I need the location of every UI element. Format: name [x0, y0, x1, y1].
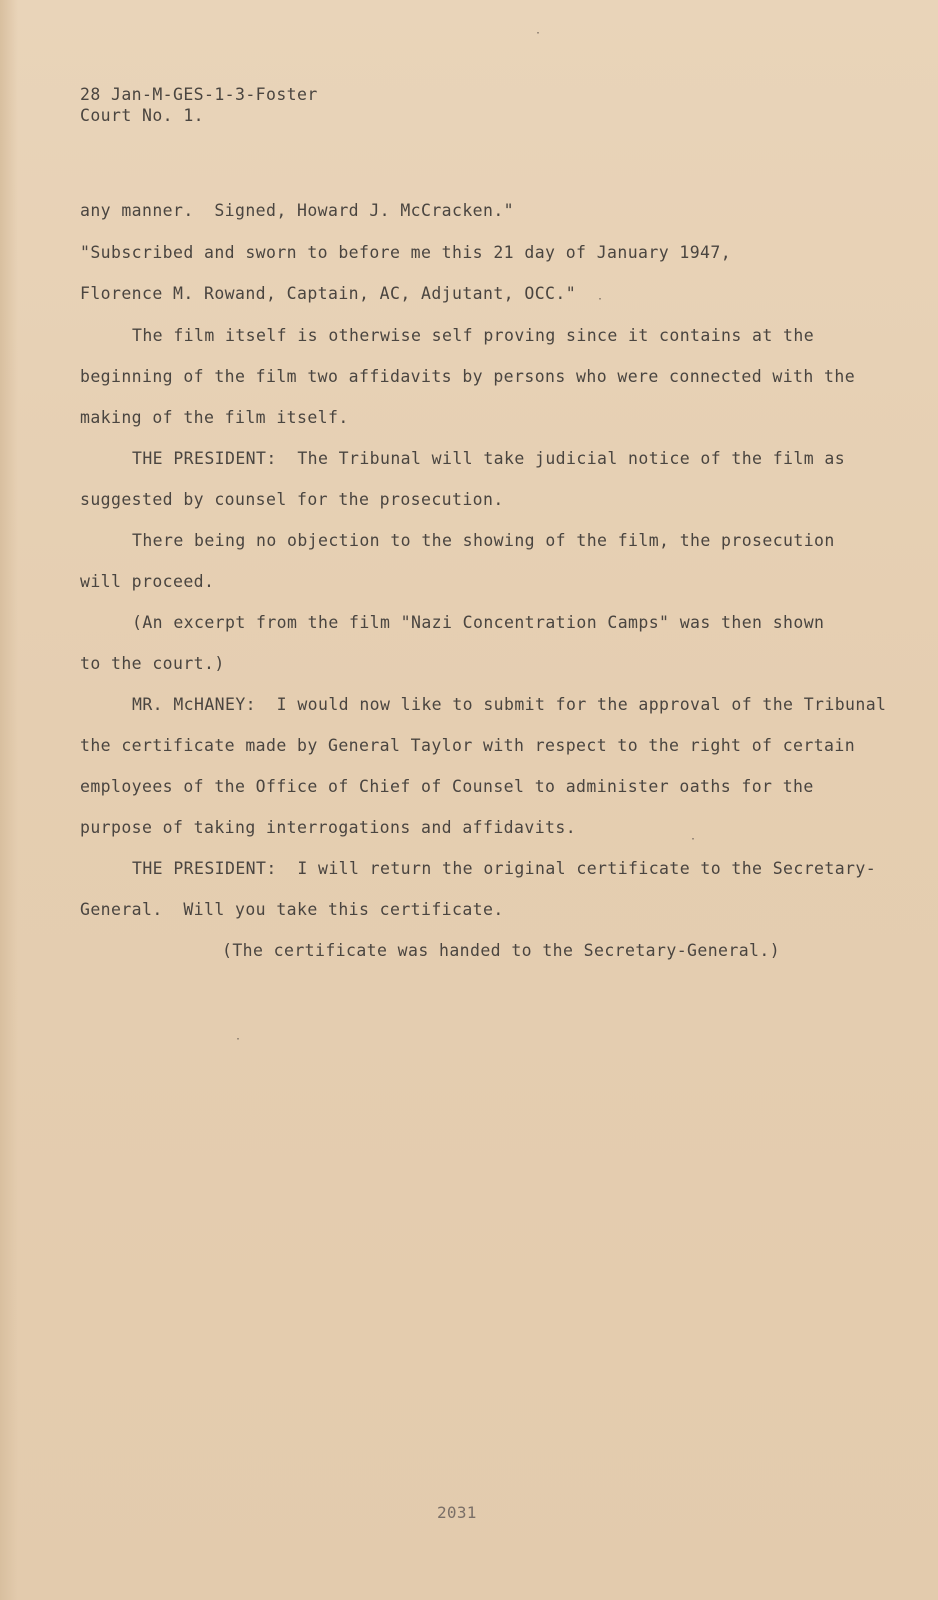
transcript-line-4: The film itself is otherwise self proving since it contains at the: [132, 326, 815, 345]
transcript-line-9: There being no objection to the showing of the film, the prosecution: [132, 531, 835, 550]
stray-mark: ·: [535, 28, 542, 39]
transcript-line-16: purpose of taking interrogations and affidavits.: [80, 818, 577, 837]
transcript-line-18: General. Will you take this certificate.: [80, 900, 504, 919]
header-line-1: 28 Jan-M-GES-1-3-Foster: [80, 85, 318, 104]
header-line-2: Court No. 1.: [80, 106, 205, 125]
stray-mark: ·: [597, 294, 604, 305]
transcript-line-11: (An excerpt from the film "Nazi Concentration Camps" was then shown: [132, 613, 825, 632]
transcript-line-15: employees of the Office of Chief of Counsel to administer oaths for the: [80, 777, 814, 796]
transcript-line-17: THE PRESIDENT: I will return the original certificate to the Secretary-: [132, 859, 877, 878]
transcript-line-19: (The certificate was handed to the Secretary-General.): [222, 941, 781, 960]
transcript-line-8: suggested by counsel for the prosecution.: [80, 490, 504, 509]
transcript-line-1: any manner. Signed, Howard J. McCracken.": [80, 201, 515, 220]
transcript-line-10: will proceed.: [80, 572, 215, 591]
transcript-line-12: to the court.): [80, 654, 225, 673]
transcript-line-5: beginning of the film two affidavits by persons who were connected with the: [80, 367, 856, 386]
transcript-line-14: the certificate made by General Taylor with respect to the right of certain: [80, 736, 856, 755]
transcript-line-6: making of the film itself.: [80, 408, 349, 427]
page-number: 2031: [437, 1503, 477, 1522]
transcript-line-3: Florence M. Rowand, Captain, AC, Adjutant, OCC.": [80, 284, 577, 303]
transcript-line-2: "Subscribed and sworn to before me this 21 day of January 1947,: [80, 243, 732, 262]
stray-mark: ·: [690, 834, 697, 845]
transcript-line-13: MR. McHANEY: I would now like to submit for the approval of the Tribunal: [132, 695, 887, 714]
transcript-line-7: THE PRESIDENT: The Tribunal will take judicial notice of the film as: [132, 449, 846, 468]
stray-mark: ·: [235, 1034, 242, 1045]
